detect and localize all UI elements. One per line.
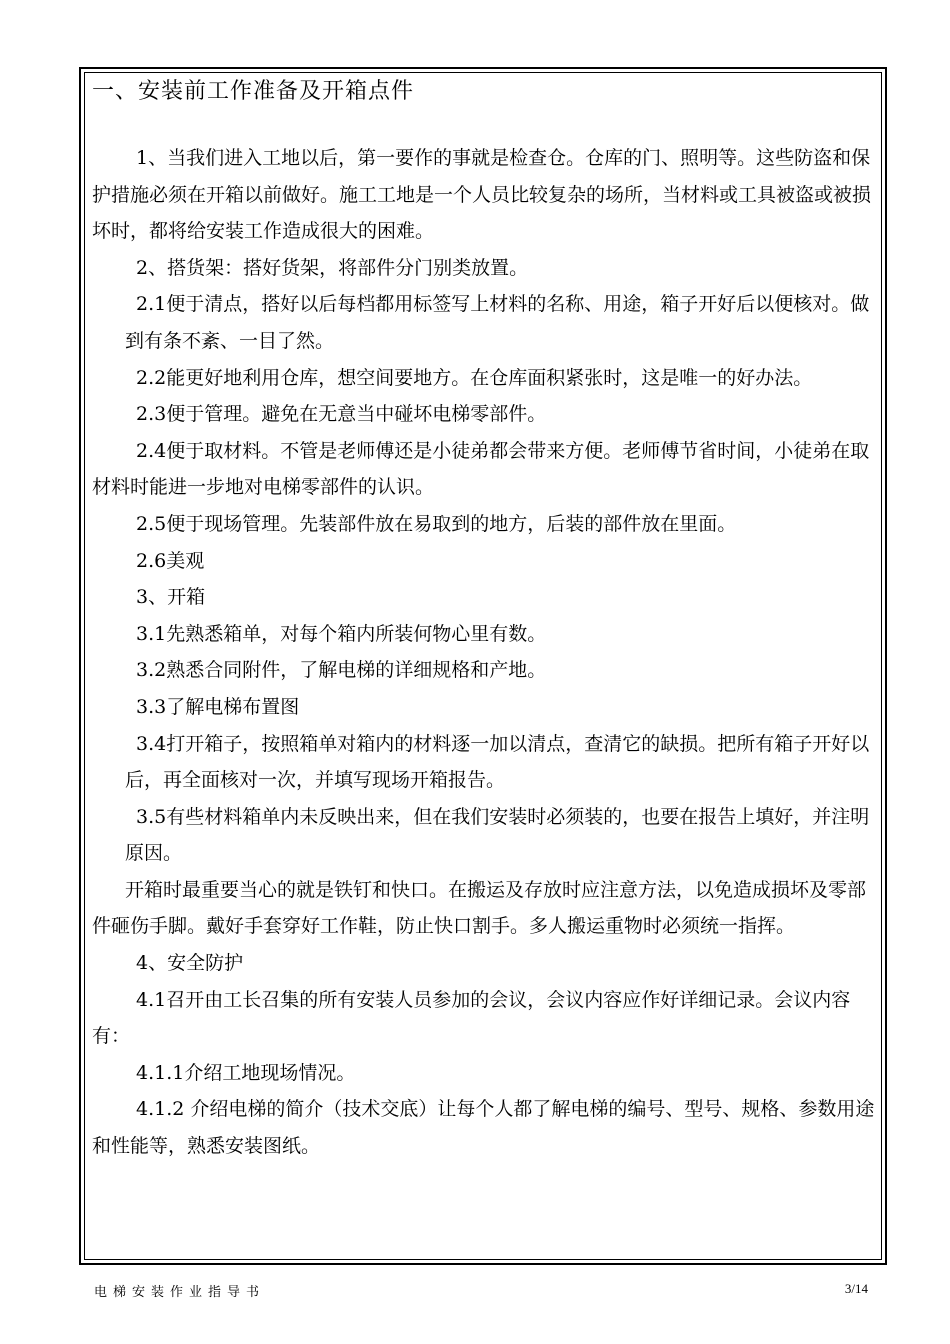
paragraph-2-5: 2.5便于现场管理。先装部件放在易取到的地方，后装的部件放在里面。 bbox=[136, 512, 737, 535]
footer-document-title: 电梯安装作业指导书 bbox=[94, 1285, 266, 1300]
paragraph-3-3: 3.3了解电梯布置图 bbox=[136, 695, 300, 718]
paragraph-3-1: 3.1先熟悉箱单，对每个箱内所装何物心里有数。 bbox=[136, 622, 547, 645]
paragraph-3-2: 3.2熟悉合同附件，了解电梯的详细规格和产地。 bbox=[136, 659, 547, 682]
paragraph-4-1-2: 4.1.2 介绍电梯的简介（技术交底）让每个人都了解电梯的编号、型号、规格、参数用途和性能等，熟悉安装图纸。 bbox=[92, 1098, 875, 1158]
paragraph-4-1-1: 4.1.1介绍工地现场情况。 bbox=[136, 1061, 356, 1084]
paragraph-2-2: 2.2能更好地利用仓库，想空间要地方。在仓库面积紧张时，这是唯一的好办法。 bbox=[136, 366, 813, 389]
footer-page-number: 3/14 bbox=[844, 1281, 868, 1296]
paragraph-3-5: 3.5有些材料箱单内未反映出来，但在我们安装时必须装的，也要在报告上填好，并注明原因。 bbox=[125, 805, 870, 865]
section-heading: 一、安装前工作准备及开箱点件 bbox=[92, 79, 415, 104]
paragraph-3: 3、开箱 bbox=[136, 586, 206, 609]
paragraph-2: 2、搭货架：搭好货架，将部件分门别类放置。 bbox=[136, 256, 529, 279]
document-body bbox=[92, 140, 882, 1165]
paragraph-4: 4、安全防护 bbox=[136, 952, 244, 975]
paragraph-2-4: 2.4便于取材料。不管是老师傅还是小徒弟都会带来方便。老师傅节省时间，小徒弟在取材料时能进一步地对电梯零部件的认识。 bbox=[92, 439, 870, 499]
paragraph-2-6: 2.6美观 bbox=[136, 549, 205, 572]
paragraph-2-1: 2.1便于清点，搭好以后每档都用标签写上材料的名称、用途，箱子开好后以便核对。做到有条不紊、一目了然。 bbox=[125, 293, 870, 352]
paragraph-4-1: 4.1召开由工长召集的所有安装人员参加的会议，会议内容应作好详细记录。会议内容有： bbox=[92, 988, 851, 1048]
paragraph-opening-safety: 开箱时最重要当心的就是铁钉和快口。在搬运及存放时应注意方法，以免造成损坏及零部件砸伤手脚。戴好手套穿好工作鞋，防止快口割手。多人搬运重物时必须统一指挥。 bbox=[92, 878, 867, 938]
paragraph-2-3: 2.3便于管理。避免在无意当中碰坏电梯零部件。 bbox=[136, 403, 547, 426]
paragraph-3-4: 3.4打开箱子，按照箱单对箱内的材料逐一加以清点，查清它的缺损。把所有箱子开好以后，再全面核对一次，并填写现场开箱报告。 bbox=[125, 732, 870, 792]
paragraph-1: 1、当我们进入工地以后，第一要作的事就是检查仓。仓库的门、照明等。这些防盗和保护措施必须在开箱以前做好。施工工地是一个人员比较复杂的场所，当材料或工具被盗或被损坏时，都将给安装工作造成很大的困难。 bbox=[92, 147, 872, 243]
